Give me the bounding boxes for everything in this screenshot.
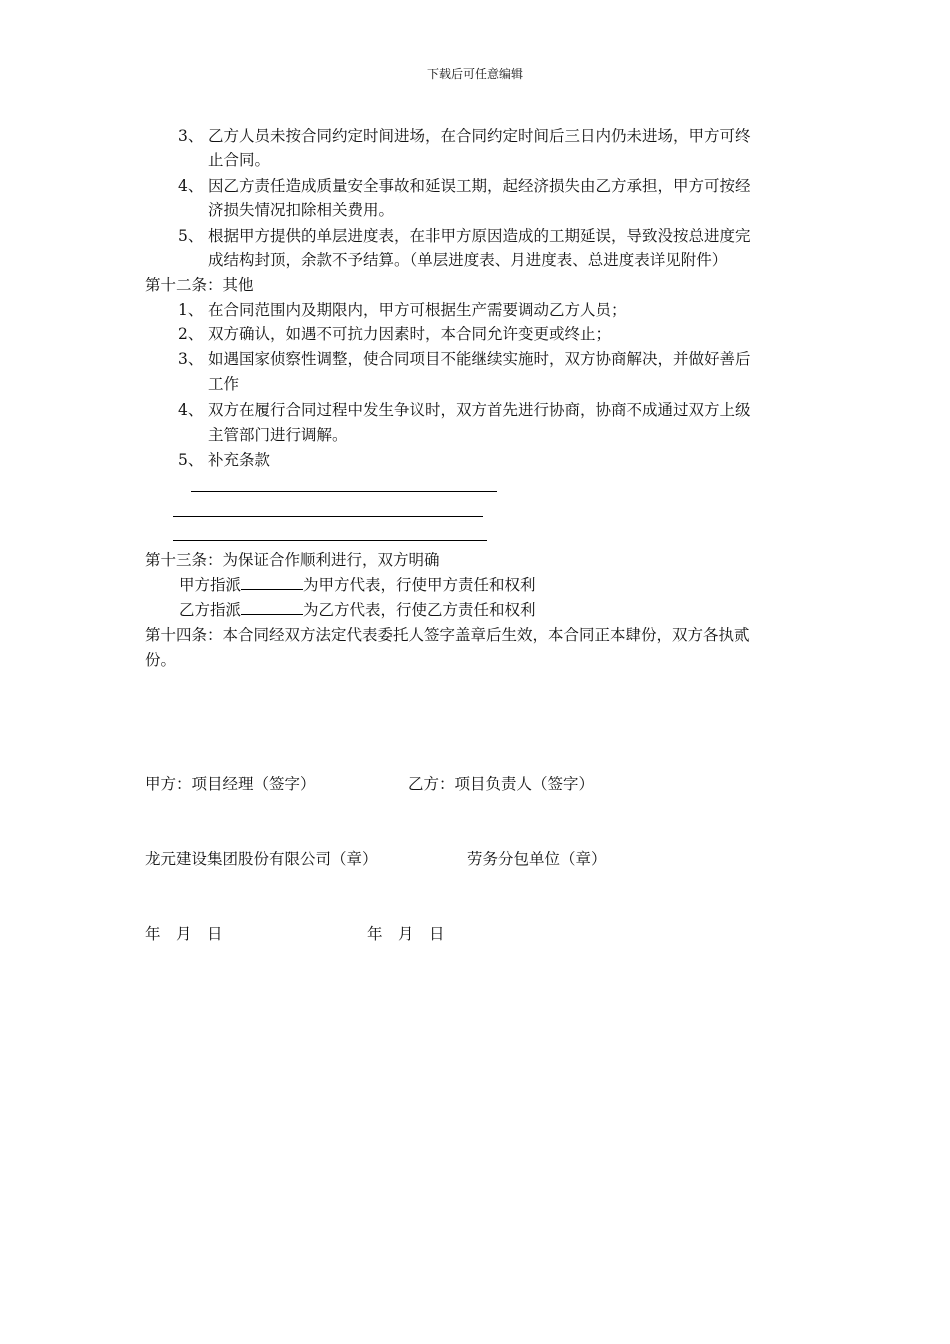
supplement-blank-line[interactable]	[191, 491, 497, 492]
item-text: 工作	[208, 375, 240, 393]
party-a-suffix: 为甲方代表，行使甲方责任和权利	[303, 576, 536, 594]
party-a-date: 年 月 日	[145, 925, 223, 943]
party-b-prefix: 乙方指派	[179, 601, 242, 619]
item-text: 因乙方责任造成质量安全事故和延误工期，起经济损失由乙方承担，甲方可按经	[208, 177, 751, 195]
clause-14-text: 第十四条：本合同经双方法定代表委托人签字盖章后生效，本合同正本肆份，双方各执贰	[145, 626, 750, 644]
item-number: 3、	[178, 127, 204, 145]
item-number: 5、	[178, 227, 204, 245]
party-a-signature-label: 甲方：项目经理（签字）	[145, 775, 316, 793]
item-text: 济损失情况扣除相关费用。	[208, 201, 395, 219]
party-a-rep-blank[interactable]	[241, 575, 303, 590]
item-text: 乙方人员未按合同约定时间进场，在合同约定时间后三日内仍未进场，甲方可终	[208, 127, 751, 145]
supplement-blank-line[interactable]	[173, 516, 483, 517]
party-a-company-seal: 龙元建设集团股份有限公司（章）	[145, 850, 378, 868]
item-text: 在合同范围内及期限内，甲方可根据生产需要调动乙方人员；	[208, 301, 627, 319]
party-a-prefix: 甲方指派	[179, 576, 242, 594]
party-b-rep-blank[interactable]	[241, 600, 303, 615]
party-b-signature-label: 乙方：项目负责人（签字）	[408, 775, 595, 793]
item-text: 双方确认，如遇不可抗力因素时，本合同允许变更或终止；	[208, 325, 612, 343]
item-text: 如遇国家侦察性调整，使合同项目不能继续实施时，双方协商解决，并做好善后	[208, 350, 751, 368]
clause-13-title: 第十三条：为保证合作顺利进行，双方明确	[145, 551, 440, 569]
item-number: 1、	[178, 301, 204, 319]
item-number: 2、	[178, 325, 204, 343]
item-text: 根据甲方提供的单层进度表，在非甲方原因造成的工期延误，导致没按总进度完	[208, 227, 751, 245]
clause-12-title: 第十二条：其他	[145, 276, 254, 294]
clause-14-text-continuation: 份。	[145, 651, 177, 669]
party-b-date: 年 月 日	[367, 925, 445, 943]
item-text: 止合同。	[208, 151, 271, 169]
item-text: 补充条款	[208, 451, 271, 469]
party-b-suffix: 为乙方代表，行使乙方责任和权利	[303, 601, 536, 619]
item-text: 成结构封顶，余款不予结算。（单层进度表、月进度表、总进度表详见附件）	[208, 251, 728, 269]
item-number: 5、	[178, 451, 204, 469]
item-number: 4、	[178, 401, 204, 419]
party-a-representative	[179, 573, 536, 597]
item-number: 4、	[178, 177, 204, 195]
item-text: 主管部门进行调解。	[208, 426, 348, 444]
party-b-company-seal: 劳务分包单位（章）	[467, 850, 607, 868]
party-b-representative	[179, 598, 536, 622]
page-header: 下载后可任意编辑	[426, 67, 523, 81]
item-text: 双方在履行合同过程中发生争议时，双方首先进行协商，协商不成通过双方上级	[208, 401, 751, 419]
item-number: 3、	[178, 350, 204, 368]
supplement-blank-line[interactable]	[173, 540, 487, 541]
